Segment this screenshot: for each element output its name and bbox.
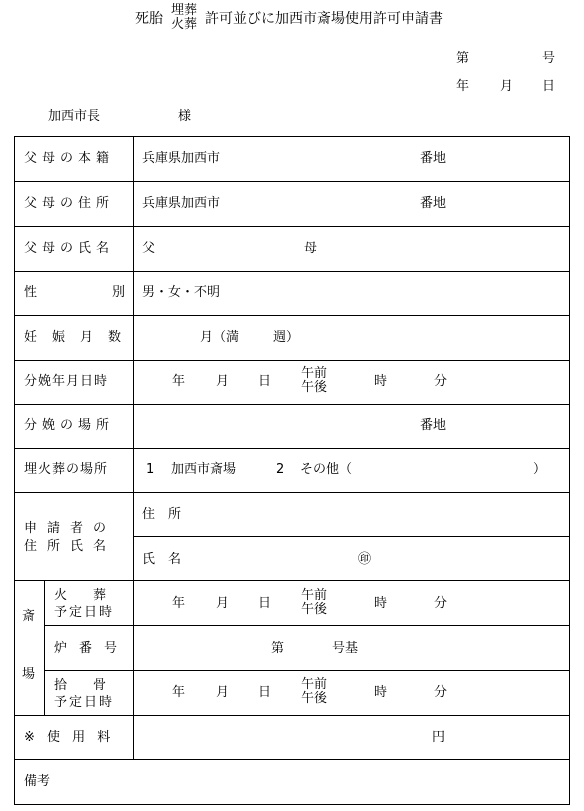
gesu-week: 週） xyxy=(273,330,300,345)
seibetsu-label-b: 別 xyxy=(112,285,126,300)
row-divider xyxy=(14,360,570,361)
title-kind-lower: 火葬 xyxy=(171,17,198,32)
row-divider xyxy=(14,492,570,493)
honseki-value[interactable]: 兵庫県加西市 xyxy=(142,151,221,166)
kaso-ampm xyxy=(301,589,327,617)
row-divider xyxy=(14,181,570,182)
row-divider xyxy=(44,625,570,626)
kaso-day: 日 xyxy=(258,596,272,611)
row-divider xyxy=(14,759,570,760)
gesu-label: 妊娠月数 xyxy=(24,330,137,345)
row-divider xyxy=(14,580,570,581)
kaso-label-l1: 火 葬 xyxy=(54,588,107,603)
addressee: 加西市長 xyxy=(48,109,101,124)
saijo-group-b: 場 xyxy=(22,667,36,682)
row-divider xyxy=(44,670,570,671)
ro-suffix: 号基 xyxy=(332,641,359,656)
seal-icon: ㊞ xyxy=(358,552,372,567)
kaso-year: 年 xyxy=(172,596,186,611)
shukotsu-day: 日 xyxy=(258,685,272,700)
shimei-label: 父母の氏名 xyxy=(24,241,115,256)
bunben-minute: 分 xyxy=(434,374,448,389)
row-divider xyxy=(133,536,570,537)
bunben-ampm xyxy=(301,367,327,395)
jusho-value[interactable]: 兵庫県加西市 xyxy=(142,196,221,211)
honseki-suffix: 番地 xyxy=(420,151,447,166)
applicant-label-l2: 住所氏名 xyxy=(24,539,117,554)
title-prefix: 死胎 xyxy=(135,11,163,27)
maika-opt2-no: 2 xyxy=(276,462,285,477)
pm-label: 午後 xyxy=(301,691,328,706)
row-divider xyxy=(14,226,570,227)
doc-no-suffix: 号 xyxy=(542,51,556,66)
applicant-name-label: 氏 名 xyxy=(142,552,182,567)
maika-opt1-no: 1 xyxy=(146,462,155,477)
ro-label: 炉番号 xyxy=(54,641,130,656)
maika-opt1[interactable]: 加西市斎場 xyxy=(171,462,237,477)
kaso-label xyxy=(54,587,114,621)
fee-unit: 円 xyxy=(432,730,446,745)
pm-label: 午後 xyxy=(301,380,328,395)
applicant-label-l1: 申請者の xyxy=(24,521,117,536)
seibetsu-value[interactable]: 男・女・不明 xyxy=(142,285,221,300)
title-kind-upper: 埋葬 xyxy=(171,3,198,18)
row-divider xyxy=(14,715,570,716)
mother-label: 母 xyxy=(304,241,318,256)
shukotsu-ampm xyxy=(301,678,327,706)
shukotsu-month: 月 xyxy=(216,685,230,700)
doc-no-label: 第 xyxy=(456,51,470,66)
row-divider xyxy=(14,315,570,316)
shukotsu-label-l1: 拾 骨 xyxy=(54,678,107,693)
row-divider xyxy=(14,448,570,449)
am-label: 午前 xyxy=(301,588,328,603)
kaso-hour: 時 xyxy=(374,596,388,611)
fee-label: ※ 使 用 料 xyxy=(24,730,115,745)
date-year: 年 xyxy=(456,79,470,94)
ro-prefix: 第 xyxy=(271,641,285,656)
page-title: 許可並びに加西市斎場使用許可申請書 xyxy=(205,11,443,27)
maika-place-label: 埋火葬の場所 xyxy=(24,462,109,477)
bunben-year: 年 xyxy=(172,374,186,389)
bunben-hour: 時 xyxy=(374,374,388,389)
shukotsu-label-l2: 予定日時 xyxy=(54,695,115,710)
father-label: 父 xyxy=(142,241,156,256)
jusho-suffix: 番地 xyxy=(420,196,447,211)
bunben-dt-label: 分娩年月日時 xyxy=(24,374,109,389)
saijo-group-divider xyxy=(44,580,45,715)
row-divider xyxy=(14,404,570,405)
shukotsu-hour: 時 xyxy=(374,685,388,700)
honorific: 様 xyxy=(178,109,192,124)
applicant-addr-label: 住 所 xyxy=(142,507,182,522)
bunben-month: 月 xyxy=(216,374,230,389)
bunben-place-label: 分娩の場所 xyxy=(24,418,115,433)
label-divider xyxy=(133,136,134,759)
maika-opt2[interactable]: その他（ xyxy=(300,462,353,477)
am-label: 午前 xyxy=(301,366,328,381)
row-divider xyxy=(14,271,570,272)
kaso-minute: 分 xyxy=(434,596,448,611)
bunben-place-suffix: 番地 xyxy=(420,418,447,433)
title-kind xyxy=(171,4,197,32)
shukotsu-minute: 分 xyxy=(434,685,448,700)
gesu-month: 月（満 xyxy=(200,330,240,345)
pm-label: 午後 xyxy=(301,602,328,617)
kaso-label-l2: 予定日時 xyxy=(54,605,115,620)
saijo-group-a: 斎 xyxy=(22,609,36,624)
am-label: 午前 xyxy=(301,677,328,692)
maika-close: ） xyxy=(533,462,547,477)
honseki-label: 父母の本籍 xyxy=(24,151,115,166)
date-day: 日 xyxy=(542,79,556,94)
date-month: 月 xyxy=(500,79,514,94)
remarks-label: 備考 xyxy=(24,774,51,789)
bunben-day: 日 xyxy=(258,374,272,389)
kaso-month: 月 xyxy=(216,596,230,611)
shukotsu-year: 年 xyxy=(172,685,186,700)
shukotsu-label xyxy=(54,677,114,711)
jusho-label: 父母の住所 xyxy=(24,196,115,211)
seibetsu-label-a: 性 xyxy=(24,285,38,300)
